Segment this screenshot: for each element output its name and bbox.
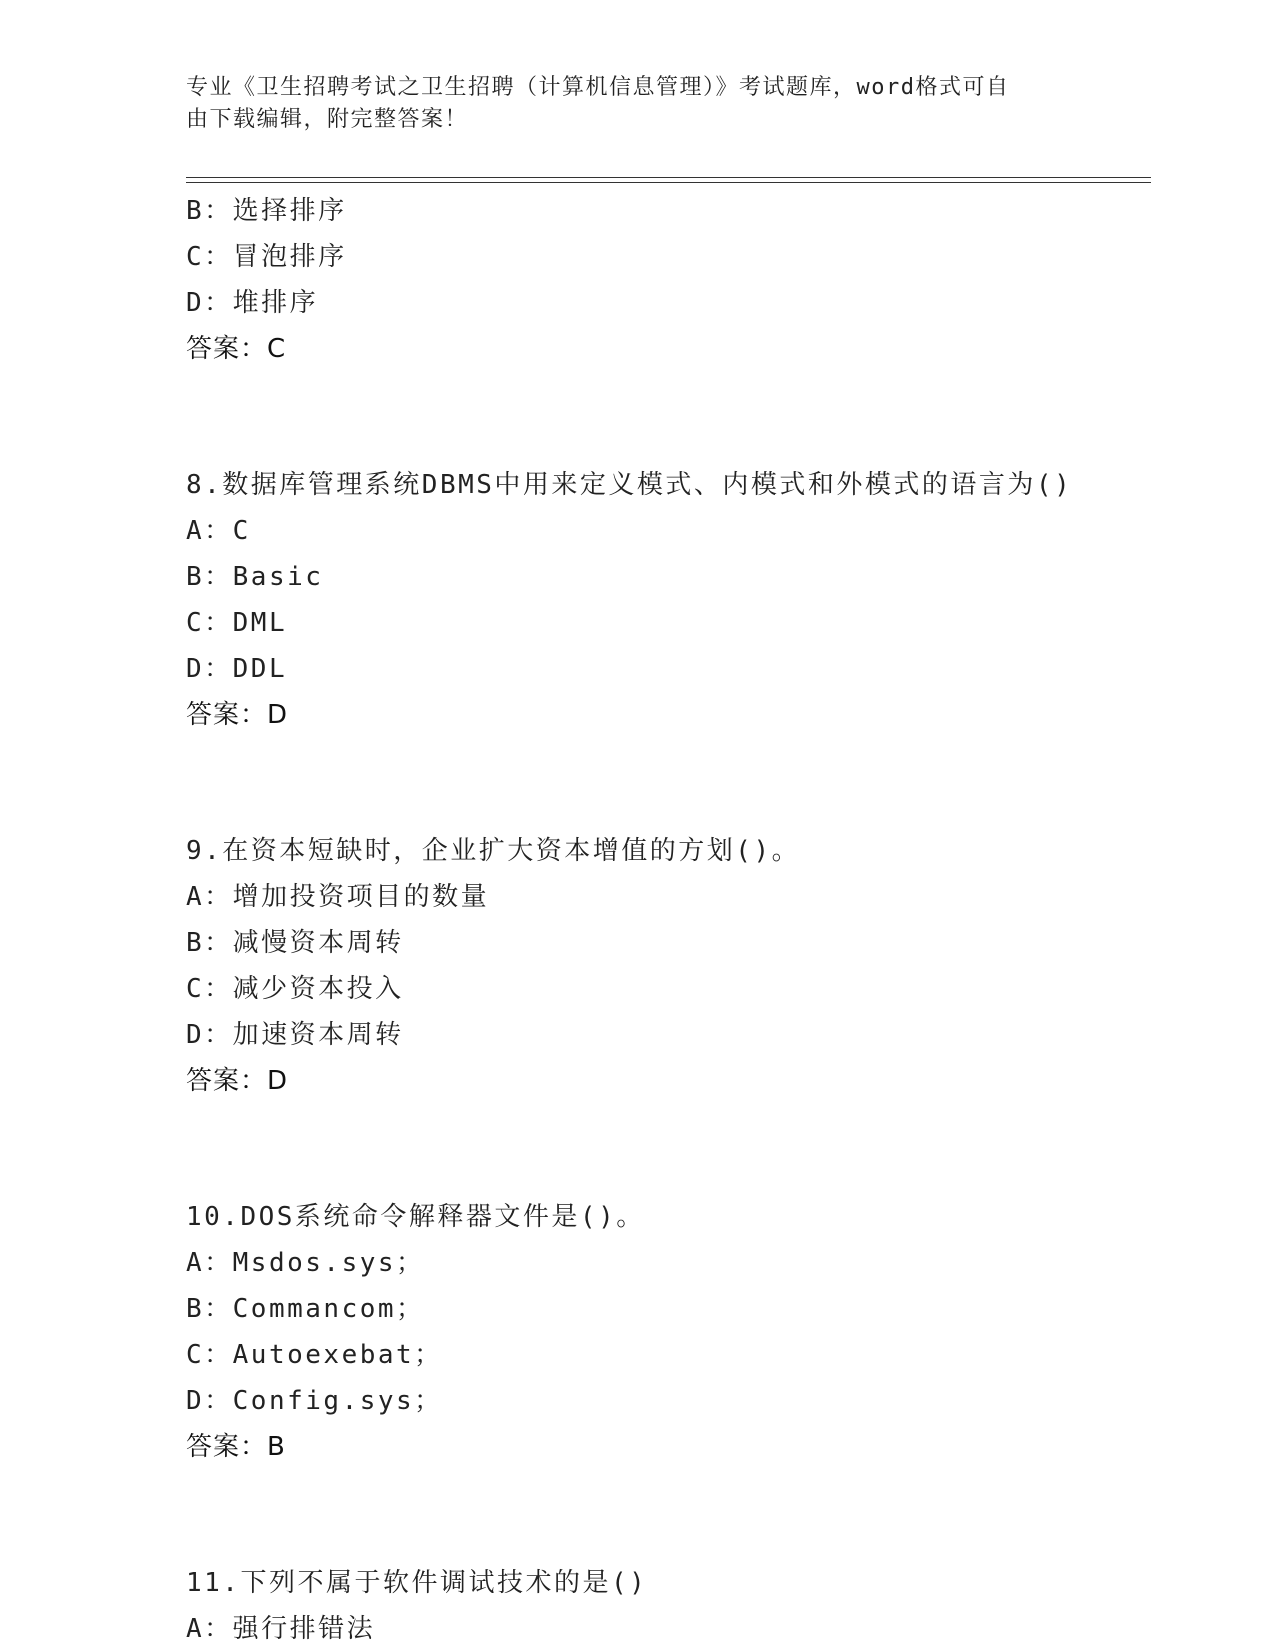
option-c: C：Autoexebat；	[186, 1340, 443, 1370]
question-list	[186, 188, 1146, 1652]
option-a: A：Msdos.sys；	[186, 1248, 425, 1278]
answer-text: 答案：D	[186, 1066, 289, 1096]
option-b: B：Basic	[186, 562, 324, 592]
question-block-8	[186, 462, 1146, 738]
header-line-1: 专业《卫生招聘考试之卫生招聘（计算机信息管理）》考试题库，word格式可自	[186, 75, 1010, 100]
option-d: D：Config.sys；	[186, 1386, 443, 1416]
option-a: A：增加投资项目的数量	[186, 882, 490, 912]
option-b: B：Commancom；	[186, 1294, 425, 1324]
answer-text: 答案：D	[186, 700, 289, 730]
question-stem: 8.数据库管理系统DBMS中用来定义模式、内模式和外模式的语言为()	[186, 470, 1073, 500]
header-divider-bottom	[186, 182, 1151, 183]
option-a: A：C	[186, 516, 251, 546]
question-stem: 10.DOS系统命令解释器文件是()。	[186, 1202, 645, 1232]
question-stem: 11.下列不属于软件调试技术的是()	[186, 1568, 648, 1598]
document-header	[186, 72, 1066, 136]
option-b: B：选择排序	[186, 196, 347, 226]
option-d: D：加速资本周转	[186, 1020, 404, 1050]
question-block-10	[186, 1194, 1146, 1470]
option-c: C：减少资本投入	[186, 974, 404, 1004]
option-b: B：减慢资本周转	[186, 928, 404, 958]
option-d: D：堆排序	[186, 288, 319, 318]
header-line-2: 由下载编辑，附完整答案！	[186, 107, 469, 132]
question-block-7-continued	[186, 188, 1146, 372]
option-c: C：DML	[186, 608, 288, 638]
answer-text: 答案：B	[186, 1432, 286, 1462]
option-c: C：冒泡排序	[186, 242, 347, 272]
question-block-9	[186, 828, 1146, 1104]
answer-text: 答案：C	[186, 334, 287, 364]
question-block-11	[186, 1560, 1146, 1652]
option-a: A：强行排错法	[186, 1614, 376, 1644]
option-d: D：DDL	[186, 654, 288, 684]
question-stem: 9.在资本短缺时，企业扩大资本增值的方划()。	[186, 836, 801, 866]
header-divider-top	[186, 177, 1151, 178]
